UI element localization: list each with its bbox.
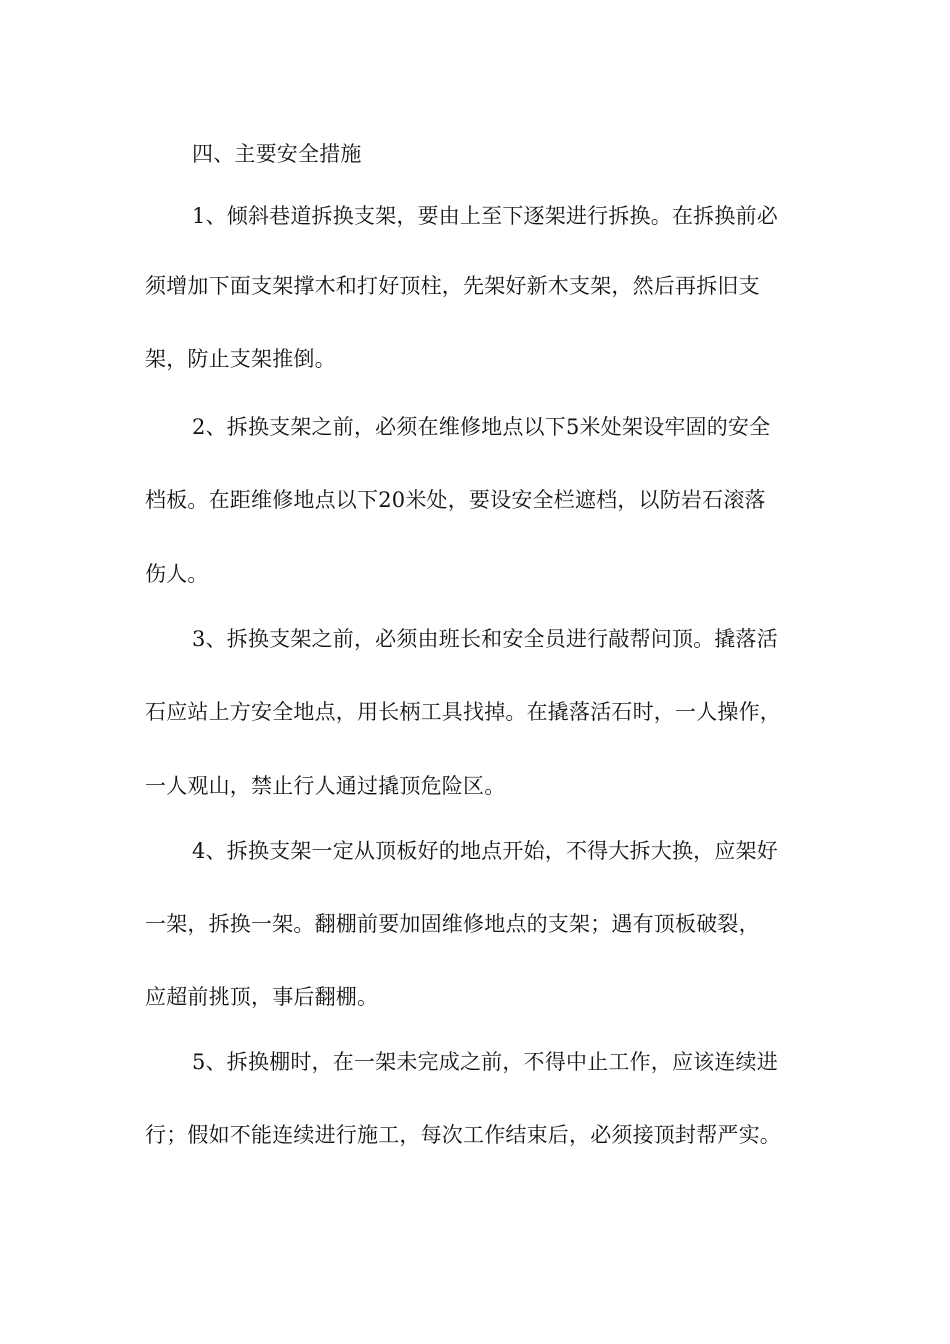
text-line: 3、拆换支架之前，必须由班长和安全员进行敲帮问顶。撬落活 [192,627,778,651]
text-line: 石应站上方安全地点，用长柄工具找掉。在撬落活石时，一人操作， [145,700,781,724]
text-line: 行；假如不能连续进行施工，每次工作结束后，必须接顶封帮严实。 [145,1123,781,1147]
text-line: 架，防止支架推倒。 [145,347,336,371]
text-line: 一人观山，禁止行人通过撬顶危险区。 [145,774,506,798]
text-line: 伤人。 [145,562,209,586]
text-line: 须增加下面支架撑木和打好顶柱，先架好新木支架，然后再拆旧支 [145,274,760,298]
text-line: 应超前挑顶，事后翻棚。 [145,985,379,1009]
text-line: 1、倾斜巷道拆换支架，要由上至下逐架进行拆换。在拆换前必 [192,204,778,228]
text-line: 2、拆换支架之前，必须在维修地点以下5米处架设牢固的安全 [192,415,771,439]
text-line: 一架，拆换一架。翻棚前要加固维修地点的支架；遇有顶板破裂， [145,912,760,936]
text-line: 4、拆换支架一定从顶板好的地点开始，不得大拆大换，应架好 [192,839,778,863]
text-line: 5、拆换棚时，在一架未完成之前，不得中止工作，应该连续进 [192,1050,778,1074]
section-heading: 四、主要安全措施 [192,142,362,166]
text-line: 档板。在距维修地点以下20米处，要设安全栏遮档，以防岩石滚落 [145,488,766,512]
